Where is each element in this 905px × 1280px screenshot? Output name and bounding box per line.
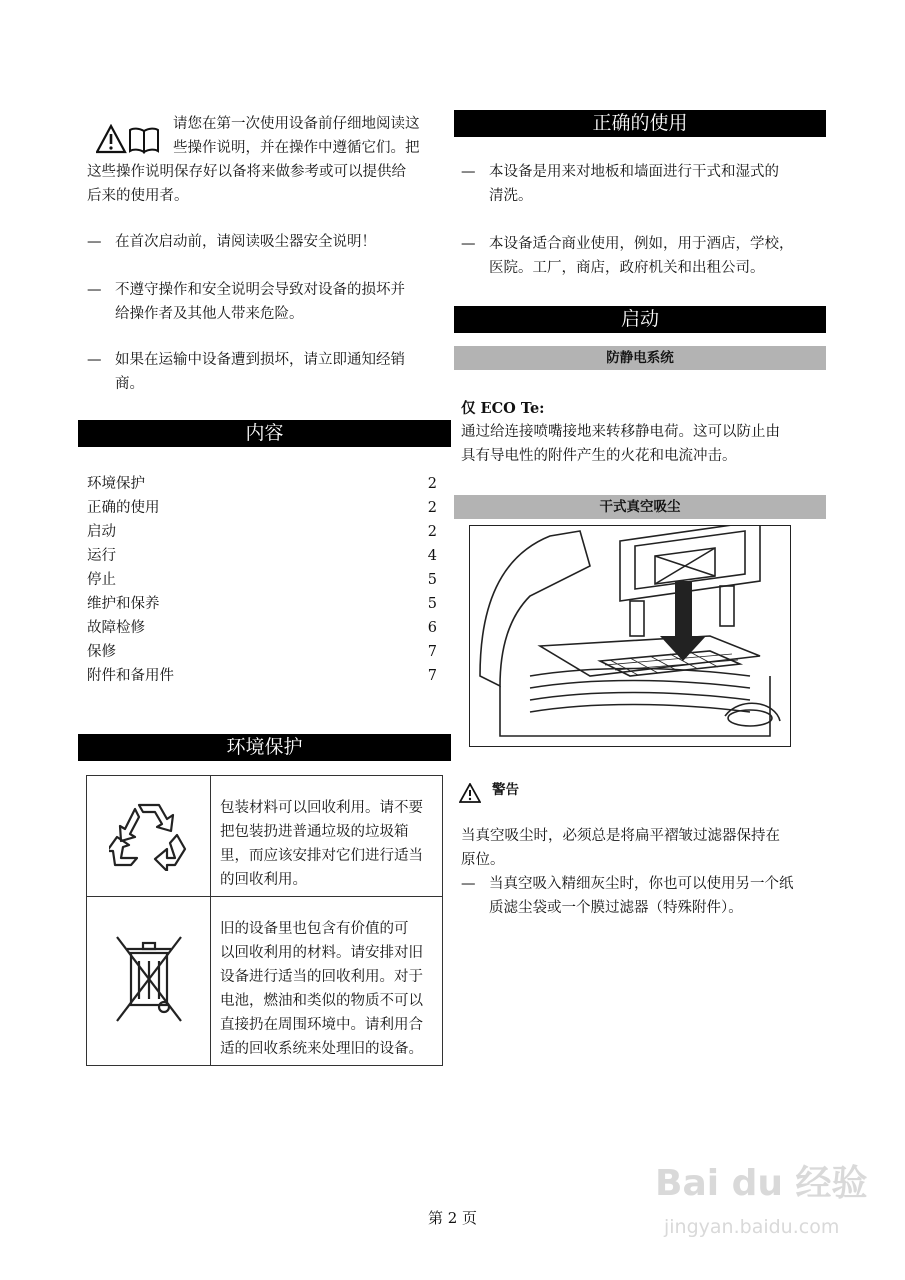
antistatic-line-1: 通过给连接喷嘴接地来转移静电荷。这可以防止由	[461, 424, 780, 440]
environment-row-old-device	[87, 897, 443, 1066]
dry-vacuum-line-1: 当真空吸尘时，必须总是将扁平褶皱过滤器保持在	[461, 828, 780, 844]
toc-row: 环境保护 2	[87, 476, 437, 492]
proper-use-item-1: — 本设备是用来对地板和墙面进行干式和湿式的 清洗。	[461, 164, 779, 204]
open-book-icon	[128, 126, 160, 154]
warning-triangle-icon	[459, 783, 481, 803]
recycle-cell	[87, 776, 211, 897]
proper-use-heading: 正确的使用	[454, 110, 826, 137]
environment-table	[86, 775, 443, 1066]
dry-vacuum-line-2: 原位。	[461, 852, 505, 868]
antistatic-subheading: 防静电系统	[454, 346, 826, 370]
crossed-bin-icon	[109, 929, 189, 1029]
page-number: 第 2 页	[427, 1209, 478, 1227]
toc-row: 启动 2	[87, 524, 437, 540]
environment-heading: 环境保护	[78, 734, 451, 761]
environment-row-packaging	[87, 776, 443, 897]
proper-use-item-2: — 本设备适合商业使用，例如，用于酒店，学校， 医院。工厂，商店，政府机关和出租公司。	[461, 236, 794, 276]
startup-heading: 启动	[454, 306, 826, 333]
safety-note-2: — 不遵守操作和安全说明会导致对设备的损坏并 给操作者及其他人带来危险。	[87, 282, 405, 322]
intro-line-4: 后来的使用者。	[87, 188, 189, 204]
toc-row: 维护和保养 5	[87, 596, 437, 612]
intro-line-3: 这些操作说明保存好以备将来做参考或可以提供给	[87, 164, 406, 180]
dry-vacuum-subheading: 干式真空吸尘	[454, 495, 826, 519]
bin-cell	[87, 897, 211, 1066]
warning-label: 警告	[492, 782, 519, 798]
packaging-text: 包装材料可以回收利用。请不要 把包装扔进普通垃圾的垃圾箱 里，而应该安排对它们进行适当 的回收利用。	[211, 776, 443, 897]
toc-row: 停止 5	[87, 572, 437, 588]
intro-line-2: 些操作说明，并在操作中遵循它们。把	[173, 140, 420, 156]
toc-row: 故障检修 6	[87, 620, 437, 636]
old-device-text: 旧的设备里也包含有价值的可 以回收利用的材料。请安排对旧 设备进行适当的回收利用。对于 电池，燃油和类似的物质不可以 直接扔在周围环境中。请利用合 适的回收系统来处理旧的设备。	[211, 897, 443, 1066]
intro-line-1: 请您在第一次使用设备前仔细地阅读这	[173, 116, 420, 132]
contents-heading: 内容	[78, 420, 451, 447]
antistatic-line-2: 具有导电性的附件产生的火花和电流冲击。	[461, 448, 737, 464]
toc-row: 保修 7	[87, 644, 437, 660]
recycle-icon	[109, 797, 189, 871]
toc-row: 附件和备用件 7	[87, 668, 437, 684]
vacuum-filter-illustration	[469, 525, 791, 747]
safety-note-1: — 在首次启动前，请阅读吸尘器安全说明！	[87, 234, 376, 250]
baidu-watermark-logo: Bai du 经验	[655, 1163, 868, 1204]
toc-row: 运行 4	[87, 548, 437, 564]
toc-row: 正确的使用 2	[87, 500, 437, 516]
baidu-watermark-url: jingyan.baidu.com	[664, 1216, 840, 1238]
eco-label: 仅 ECO Te:	[461, 400, 545, 417]
fine-dust-note: — 当真空吸入精细灰尘时，你也可以使用另一个纸 质滤尘袋或一个膜过滤器（特殊附件）。	[461, 876, 794, 916]
safety-note-3: — 如果在运输中设备遭到损坏，请立即通知经销 商。	[87, 352, 405, 392]
